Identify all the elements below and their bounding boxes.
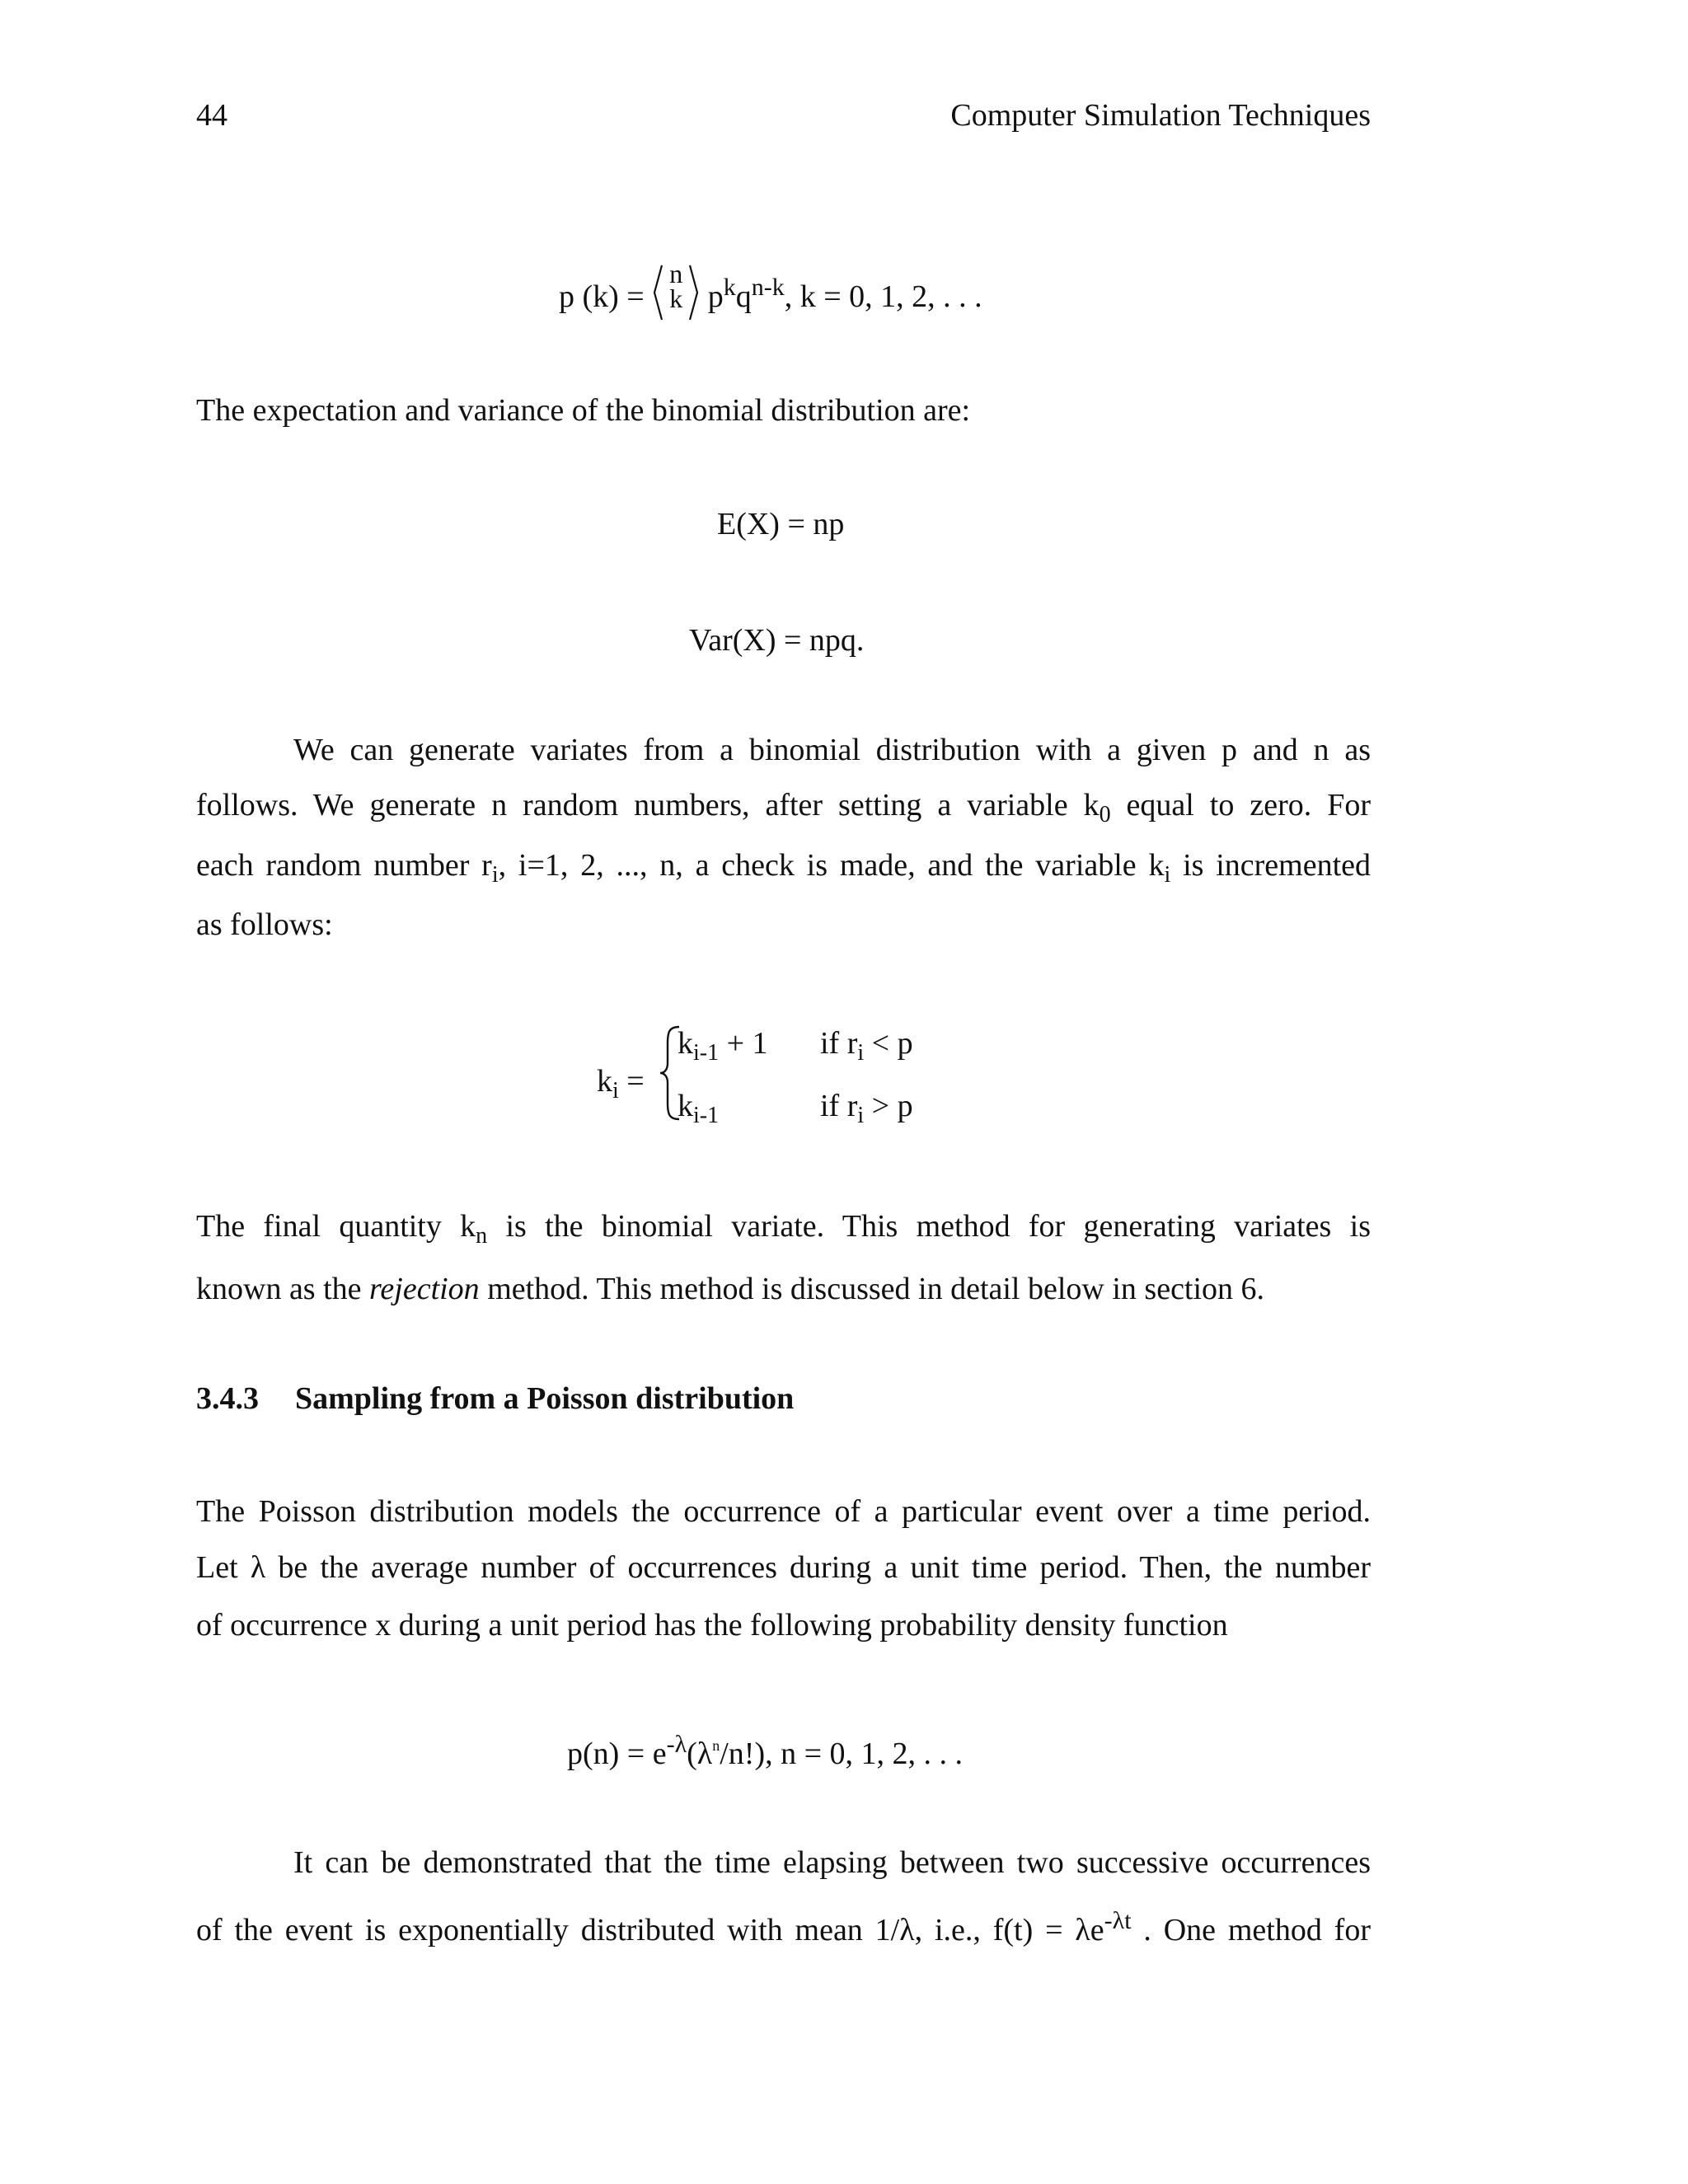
- text-run: is the binomial variate. This method for generating variates is: [487, 1209, 1371, 1244]
- text-run: k: [597, 1064, 612, 1099]
- eq-p: p: [707, 279, 724, 314]
- text-run: The Poisson distribution models the occurrence of a particular event over a time period.: [196, 1494, 1371, 1529]
- section-heading: [196, 1380, 794, 1417]
- text-run: k: [678, 1026, 693, 1061]
- piecewise-lhs: [597, 1063, 645, 1104]
- section-number: 3.4.3: [196, 1381, 259, 1416]
- paragraph-line: [293, 1844, 1371, 1881]
- subscript: i: [491, 862, 499, 888]
- text-run: The final quantity k: [196, 1209, 476, 1244]
- emphasis-text: rejection: [369, 1272, 480, 1306]
- text-run: equal to zero. For: [1110, 788, 1371, 823]
- case1-condition: [820, 1025, 913, 1066]
- paragraph-line: [196, 787, 1371, 828]
- paragraph-line: [196, 907, 1371, 943]
- text-run: , i=1, 2, ..., n, a check is made, and the variable k: [498, 848, 1165, 883]
- text-run: if r: [820, 1026, 858, 1061]
- text-run: Let λ be the average number of occurrences during a unit time period. Then, the number: [196, 1550, 1371, 1585]
- equation-binomial-pmf: [559, 259, 982, 321]
- section-title: Sampling from a Poisson distribution: [295, 1381, 795, 1416]
- text-run: of the event is exponentially distributed with mean 1/λ, i.e., f(t) = λe: [196, 1913, 1104, 1947]
- paragraph-line: [196, 1493, 1371, 1530]
- equation-variance: Var(X) = npq.: [689, 623, 865, 658]
- text-run: p(n) = e: [567, 1736, 667, 1771]
- eq-q: q: [735, 279, 752, 314]
- paragraph-line: [196, 1607, 1371, 1643]
- text-run: of occurrence x during a unit period has the following probability density function: [196, 1608, 1228, 1643]
- subscript: i: [857, 1040, 865, 1066]
- case2-value: [678, 1088, 719, 1129]
- eq-lhs: p (k) =: [559, 279, 653, 314]
- paragraph-line: [196, 847, 1371, 888]
- superscript: n: [712, 1737, 720, 1754]
- binomial-coefficient: [652, 259, 700, 321]
- eq-q-exponent: n-k: [751, 274, 785, 301]
- text-run: each random number r: [196, 848, 492, 883]
- subscript: i: [1164, 862, 1171, 888]
- text-run: We can generate variates from a binomial distribution with a given p and n as: [293, 733, 1371, 767]
- eq-tail: , k = 0, 1, 2, . . .: [784, 279, 982, 314]
- text-run: as follows:: [196, 907, 333, 942]
- binom-bottom: k: [669, 284, 683, 313]
- eq-p-exponent: k: [723, 274, 736, 301]
- equation-poisson: [567, 1731, 963, 1772]
- text-run: known as the: [196, 1272, 370, 1306]
- superscript: -λt: [1104, 1907, 1132, 1934]
- binom-top: n: [669, 259, 683, 288]
- text-run: =: [618, 1064, 645, 1099]
- superscript: -λ: [666, 1731, 687, 1758]
- paragraph-line: [196, 1549, 1371, 1586]
- equation-expectation: E(X) = np: [717, 507, 845, 541]
- running-header-title: Computer Simulation Techniques: [950, 98, 1371, 133]
- subscript: i-1: [693, 1040, 720, 1066]
- text-run: > p: [864, 1089, 913, 1123]
- subscript: 0: [1099, 802, 1111, 827]
- text-run: . One method for: [1131, 1913, 1371, 1947]
- text-run: + 1: [719, 1026, 768, 1061]
- text-run: /n!), n = 0, 1, 2, . . .: [720, 1736, 964, 1771]
- page-number: 44: [196, 98, 227, 133]
- case1-value: [678, 1025, 768, 1066]
- text-run: k: [678, 1089, 693, 1123]
- paragraph-line: [196, 1208, 1371, 1249]
- text-run: method. This method is discussed in detail below in section 6.: [479, 1272, 1265, 1306]
- subscript: n: [476, 1223, 488, 1249]
- text-run: < p: [864, 1026, 913, 1061]
- case2-condition: [820, 1088, 913, 1129]
- paragraph-line: [196, 1907, 1371, 1948]
- subscript: i: [612, 1078, 619, 1104]
- paragraph-expectation: The expectation and variance of the binomial distribution are:: [196, 393, 971, 428]
- text-run: follows. We generate n random numbers, after setting a variable k: [196, 788, 1100, 823]
- text-run: (λ: [687, 1736, 713, 1771]
- text-run: is incremented: [1170, 848, 1372, 883]
- subscript: i-1: [693, 1103, 720, 1128]
- text-run: It can be demonstrated that the time elapsing between two successive occurrences: [293, 1845, 1371, 1880]
- paragraph-line: [293, 732, 1371, 768]
- text-run: if r: [820, 1089, 858, 1123]
- paragraph-line: [196, 1271, 1371, 1307]
- subscript: i: [857, 1103, 865, 1128]
